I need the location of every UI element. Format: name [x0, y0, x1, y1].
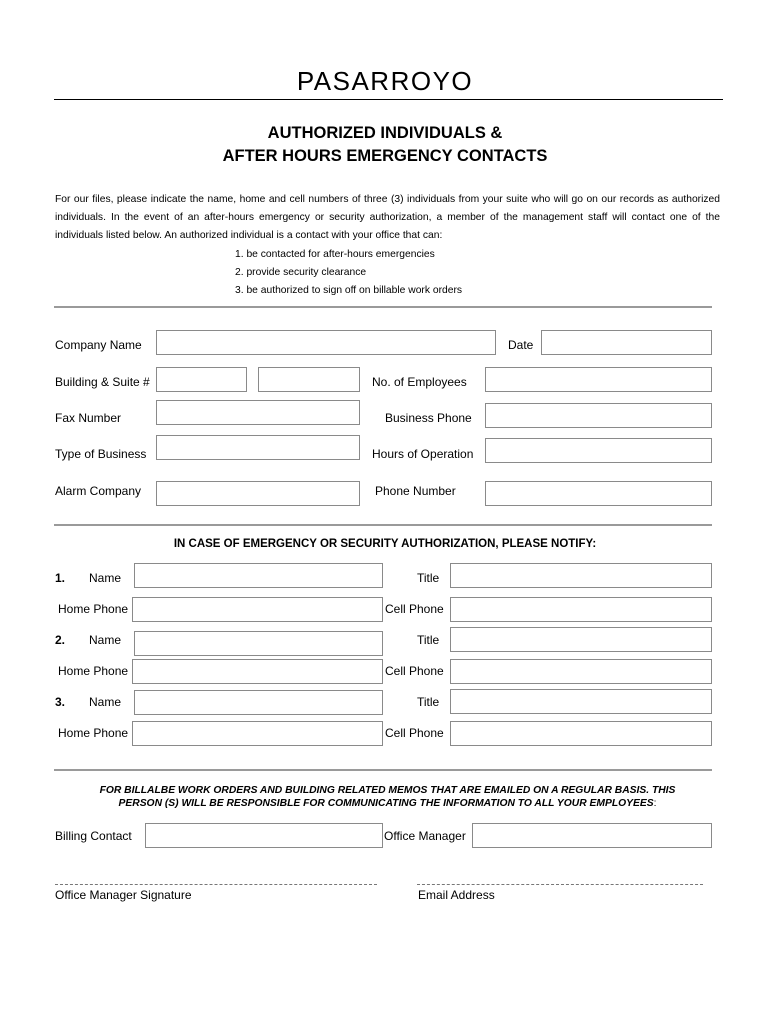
- section-divider: [54, 306, 712, 308]
- home-phone-label: Home Phone: [58, 602, 129, 616]
- list-item: 1. be contacted for after-hours emergencies: [235, 249, 435, 260]
- business-phone-field[interactable]: [485, 403, 712, 428]
- employees-field[interactable]: [485, 367, 712, 392]
- billing-contact-label: Billing Contact: [55, 829, 132, 843]
- cell-phone-label: Cell Phone: [385, 664, 444, 678]
- fax-field[interactable]: [156, 400, 360, 425]
- contact-1-cell-phone-field[interactable]: [450, 597, 712, 622]
- contact-number: 2.: [55, 633, 66, 647]
- hours-label: Hours of Operation: [372, 447, 474, 461]
- alarm-company-label: Alarm Company: [55, 484, 142, 498]
- company-name-label: Company Name: [55, 338, 142, 352]
- contact-3-home-phone-field[interactable]: [132, 721, 383, 746]
- cell-phone-label: Cell Phone: [385, 602, 444, 616]
- business-phone-label: Business Phone: [385, 411, 472, 425]
- contact-2-title-field[interactable]: [450, 627, 712, 652]
- suite-field[interactable]: [258, 367, 360, 392]
- employees-label: No. of Employees: [372, 375, 467, 389]
- intro-paragraph: For our files, please indicate the name, home and cell numbers of three (3) individuals from your suite who will go on our records as authorized individuals. In the event of an after-hours emergency or security authorization, a member of the management staff will contact one of the individuals listed below. An authorized individual is a contact with your office that can:: [55, 194, 720, 241]
- contact-number: 1.: [55, 571, 66, 585]
- contact-name-label: Name: [89, 695, 122, 709]
- building-suite-label: Building & Suite #: [55, 375, 150, 389]
- contact-3-name-field[interactable]: [134, 690, 383, 715]
- contact-number: 3.: [55, 695, 66, 709]
- phone-number-label: Phone Number: [375, 484, 456, 498]
- contact-title-label: Title: [417, 633, 440, 647]
- contact-2-name-field[interactable]: [134, 631, 383, 656]
- email-line[interactable]: [417, 884, 703, 885]
- email-address-label: Email Address: [418, 888, 495, 902]
- memo-note: [55, 784, 720, 810]
- form-title-line2: AFTER HOURS EMERGENCY CONTACTS: [222, 147, 548, 165]
- memo-line2: [55, 797, 720, 810]
- emergency-heading: IN CASE OF EMERGENCY OR SECURITY AUTHORIZATION, PLEASE NOTIFY:: [173, 538, 597, 550]
- phone-number-field[interactable]: [485, 481, 712, 506]
- home-phone-label: Home Phone: [58, 664, 129, 678]
- alarm-company-field[interactable]: [156, 481, 360, 506]
- cell-phone-label: Cell Phone: [385, 726, 444, 740]
- date-field[interactable]: [541, 330, 712, 355]
- authorized-duties-list: [235, 246, 462, 300]
- business-type-label: Type of Business: [55, 447, 147, 461]
- section-divider: [54, 524, 712, 526]
- company-name-field[interactable]: [156, 330, 496, 355]
- signature-label: Office Manager Signature: [55, 888, 192, 902]
- billing-contact-field[interactable]: [145, 823, 383, 848]
- home-phone-label: Home Phone: [58, 726, 129, 740]
- hours-field[interactable]: [485, 438, 712, 463]
- memo-line2-end: :: [653, 798, 657, 809]
- date-label: Date: [508, 338, 534, 352]
- contact-name-label: Name: [89, 633, 122, 647]
- contact-1-home-phone-field[interactable]: [132, 597, 383, 622]
- list-item: 2. provide security clearance: [235, 267, 367, 278]
- contact-1-title-field[interactable]: [450, 563, 712, 588]
- business-type-field[interactable]: [156, 435, 360, 460]
- fax-label: Fax Number: [55, 411, 122, 425]
- contact-3-cell-phone-field[interactable]: [450, 721, 712, 746]
- form-title-line1: AUTHORIZED INDIVIDUALS &: [267, 124, 503, 142]
- brand-logo-text: PASARROYO: [296, 66, 474, 96]
- memo-line1: FOR BILLALBE WORK ORDERS AND BUILDING RELATED MEMOS THAT ARE EMAILED ON A REGULAR BASIS. THIS: [99, 785, 676, 796]
- building-field[interactable]: [156, 367, 247, 392]
- memo-line2-text: PERSON (S) WILL BE RESPONSIBLE FOR COMMUNICATING THE INFORMATION TO ALL YOUR EMPLOYEES: [118, 798, 654, 809]
- office-manager-field[interactable]: [472, 823, 712, 848]
- contact-2-cell-phone-field[interactable]: [450, 659, 712, 684]
- office-manager-label: Office Manager: [384, 829, 466, 843]
- header-rule: [54, 99, 723, 100]
- contact-1-name-field[interactable]: [134, 563, 383, 588]
- list-item: 3. be authorized to sign off on billable work orders: [235, 285, 463, 296]
- contact-3-title-field[interactable]: [450, 689, 712, 714]
- contact-2-home-phone-field[interactable]: [132, 659, 383, 684]
- contact-name-label: Name: [89, 571, 122, 585]
- signature-line[interactable]: [55, 884, 377, 885]
- contact-title-label: Title: [417, 695, 440, 709]
- section-divider: [54, 769, 712, 771]
- contact-title-label: Title: [417, 571, 440, 585]
